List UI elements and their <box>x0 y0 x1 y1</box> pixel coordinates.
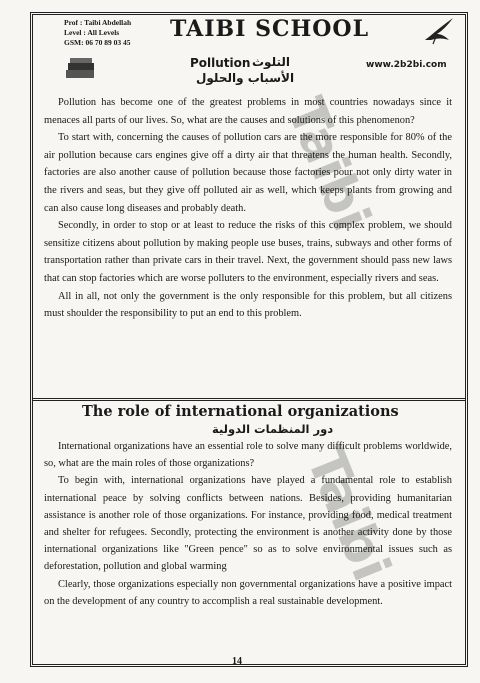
section1-body <box>44 94 452 323</box>
paragraph: Secondly, in order to stop or at least to reduce the risks of this complex problem, we should sensitize citizens about pollution by making people use buses, trains, subways and other forms of transportation rather than private cars in their travel. Next, the government should pass new laws that can stop factories which are worse polluters to the environment, especially rivers and seas. <box>44 220 452 284</box>
section2-title: The role of international organizations <box>82 403 399 420</box>
gsm: GSM: 06 70 89 03 45 <box>64 38 131 47</box>
paragraph: Pollution has become one of the greatest problems in most countries nowadays since it menaces all parts of our lives. So, what are the causes and solutions of this phenomenon? <box>44 97 452 126</box>
level: Level : All Levels <box>64 28 120 37</box>
section2-body <box>44 438 452 610</box>
paragraph: Clearly, those organizations especially non governmental organizations have a positive impact on the development of any country to accomplish a real sustainable development. <box>44 578 452 607</box>
prof-name: Prof : Taibi Abdellah <box>64 18 132 27</box>
teacher-info <box>64 18 131 48</box>
paragraph: All in all, not only the government is the only responsible for this problem, but all citizens must shoulder the responsibility to put an end to this problem. <box>44 290 452 320</box>
website: www.2b2bi.com <box>366 60 447 70</box>
page-number: 14 <box>232 656 242 667</box>
books-icon <box>64 56 98 82</box>
section1-title: Pollution <box>190 56 251 70</box>
section1-subtitle-arabic: الأسباب والحلول <box>196 71 295 85</box>
section2-title-arabic: دور المنظمات الدولية <box>212 422 334 436</box>
paragraph: To start with, concerning the causes of pollution cars are the more responsible for 80% of the air pollution because cars engines give off a dirty air that threatens the human health. Secondly, factories are also another cause of pollution because those factories pour not only dirty water in the rivers and seas, but they give off polluted air as well, which keeps plants from growing and can also cause long diseases and probably death. <box>44 132 452 214</box>
section1-title-arabic: التلوث <box>252 55 290 69</box>
section-divider <box>33 398 465 401</box>
header <box>58 16 458 56</box>
watermark: Taibi <box>274 90 382 240</box>
watermark: Taibi <box>294 440 402 590</box>
paragraph: International organizations have an essential role to solve many difficult problems worldwide, so, what are the main roles of those organizations? <box>44 441 452 470</box>
school-name: TAIBI SCHOOL <box>170 16 370 42</box>
paragraph: To begin with, international organizations have played a fundamental role to establish international peace by solving conflicts between nations. Besides, providing humanitarian assistance is another role of those organizations. For instance, providing food, medical treatment and shelter for refugees. Secondly, protecting the environment is another activity done by those international organizations like "Green pence" so as to solve environmental issues such as deforestation, pollution and global warming <box>44 475 452 573</box>
bird-logo-icon <box>423 14 457 46</box>
